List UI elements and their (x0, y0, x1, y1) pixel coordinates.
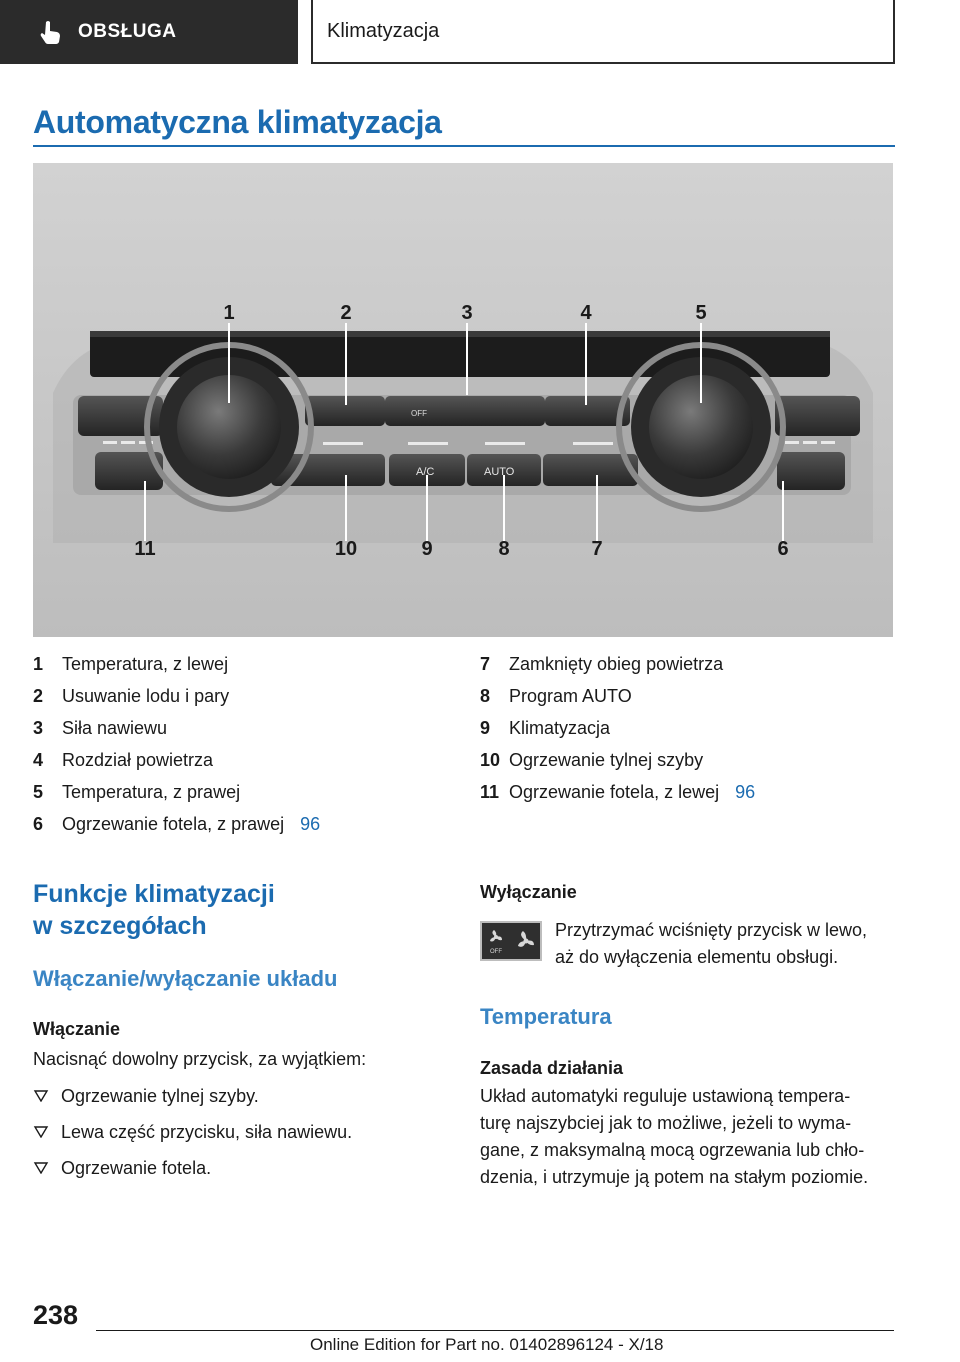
fan-off-icon (482, 923, 540, 959)
list-item-text: Ogrzewanie fotela. (61, 1158, 212, 1178)
paragraph-heading: Zasada działania (480, 1058, 624, 1078)
list-item (33, 1078, 352, 1114)
legend-num: 11 (480, 782, 500, 802)
legend-right (480, 648, 755, 808)
callout-6: 6 (777, 538, 789, 560)
paragraph (555, 917, 867, 971)
legend-text: Ogrzewanie fotela, z prawej (62, 814, 285, 834)
legend-item (480, 712, 755, 744)
list-item (33, 1150, 352, 1186)
chapter-header (311, 0, 895, 64)
section-heading (33, 878, 275, 942)
legend-item (33, 808, 320, 840)
legend-text: Ogrzewanie fotela, z lewej (509, 782, 720, 802)
triangle-bullet-icon (33, 1126, 49, 1138)
off-glyph: OFF (411, 409, 427, 418)
callout-11: 11 (134, 538, 156, 560)
legend-text: Siła nawiewu (62, 718, 168, 738)
chapter-label: Klimatyzacja (327, 19, 440, 42)
legend-text: Klimatyzacja (509, 718, 611, 738)
section-heading-line: Funkcje klimatyzacji (33, 880, 275, 908)
paragraph-line: Układ automatyki reguluje ustawioną tempera- (480, 1086, 851, 1106)
page-ref-link[interactable]: 96 (300, 814, 321, 834)
list-item (33, 1114, 352, 1150)
legend-num: 9 (480, 718, 491, 738)
legend-item (480, 744, 755, 776)
callout-4: 4 (580, 302, 592, 324)
hand-pointer-icon (38, 19, 64, 45)
callout-8: 8 (498, 538, 510, 560)
legend-num: 5 (33, 782, 44, 802)
callout-5: 5 (695, 302, 707, 324)
paragraph: Nacisnąć dowolny przycisk, za wyjątkiem: (33, 1049, 367, 1069)
footer-divider (96, 1330, 894, 1331)
legend-item (33, 744, 320, 776)
legend-item (480, 648, 755, 680)
section-label: OBSŁUGA (78, 21, 177, 42)
legend-item (480, 776, 755, 808)
page-title: Automatyczna klimatyzacja (33, 104, 442, 140)
legend-item (480, 680, 755, 712)
callout-3: 3 (461, 302, 473, 324)
section-tab (0, 0, 298, 64)
legend-text: Usuwanie lodu i pary (62, 686, 230, 706)
legend-item (33, 712, 320, 744)
paragraph-line: aż do wyłączenia elementu obsługi. (555, 947, 839, 967)
climate-panel-figure (33, 163, 893, 637)
legend-item (33, 776, 320, 808)
legend-left (33, 648, 320, 840)
legend-num: 4 (33, 750, 44, 770)
legend-text: Ogrzewanie tylnej szyby (509, 750, 704, 770)
ac-button-label: A/C (416, 466, 435, 478)
auto-button-label: AUTO (484, 466, 515, 478)
legend-item (33, 648, 320, 680)
callout-10: 10 (334, 538, 358, 560)
paragraph-line: turę najszybciej jak to możliwe, jeżeli to wyma- (480, 1113, 852, 1133)
legend-text: Temperatura, z prawej (62, 782, 241, 802)
callout-9: 9 (421, 538, 433, 560)
legend-num: 7 (480, 654, 491, 674)
legend-num: 8 (480, 686, 491, 706)
legend-text: Temperatura, z lewej (62, 654, 229, 674)
legend-num: 10 (480, 750, 501, 770)
legend-text: Rozdział powietrza (62, 750, 214, 770)
climate-panel-drawing (33, 163, 893, 637)
title-divider (33, 145, 895, 147)
legend-num: 3 (33, 718, 44, 738)
list-item-text: Lewa część przycisku, siła nawiewu. (61, 1122, 353, 1142)
paragraph-line: gane, z maksymalną mocą ogrzewania lub chło- (480, 1140, 865, 1160)
subsection-heading: Temperatura (480, 1004, 612, 1029)
paragraph-line: Przytrzymać wciśnięty przycisk w lewo, (555, 920, 868, 940)
legend-text: Program AUTO (509, 686, 632, 706)
legend-item (33, 680, 320, 712)
paragraph-heading: Włączanie (33, 1019, 121, 1039)
bullet-list (33, 1078, 352, 1186)
legend-num: 6 (33, 814, 44, 834)
page-ref-link[interactable]: 96 (735, 782, 756, 802)
paragraph-line: dzenia, i utrzymuje ją potem na stałym poziomie. (480, 1167, 869, 1187)
footer-edition: Online Edition for Part no. 01402896124 - X/18 (310, 1335, 664, 1354)
triangle-bullet-icon (33, 1090, 49, 1102)
list-item-text: Ogrzewanie tylnej szyby. (61, 1086, 259, 1106)
callout-7: 7 (591, 538, 603, 560)
legend-text: Zamknięty obieg powietrza (509, 654, 724, 674)
legend-num: 2 (33, 686, 44, 706)
section-heading-line: w szczegółach (33, 912, 207, 940)
paragraph-heading: Wyłączanie (480, 882, 577, 902)
subsection-heading: Włączanie/wyłączanie układu (33, 966, 338, 991)
fan-off-button-image (480, 921, 542, 961)
callout-2: 2 (340, 302, 352, 324)
triangle-bullet-icon (33, 1162, 49, 1174)
off-glyph: OFF (490, 949, 502, 955)
paragraph (480, 1083, 868, 1191)
callout-1: 1 (223, 302, 235, 324)
legend-num: 1 (33, 654, 44, 674)
page-number: 238 (33, 1300, 79, 1330)
